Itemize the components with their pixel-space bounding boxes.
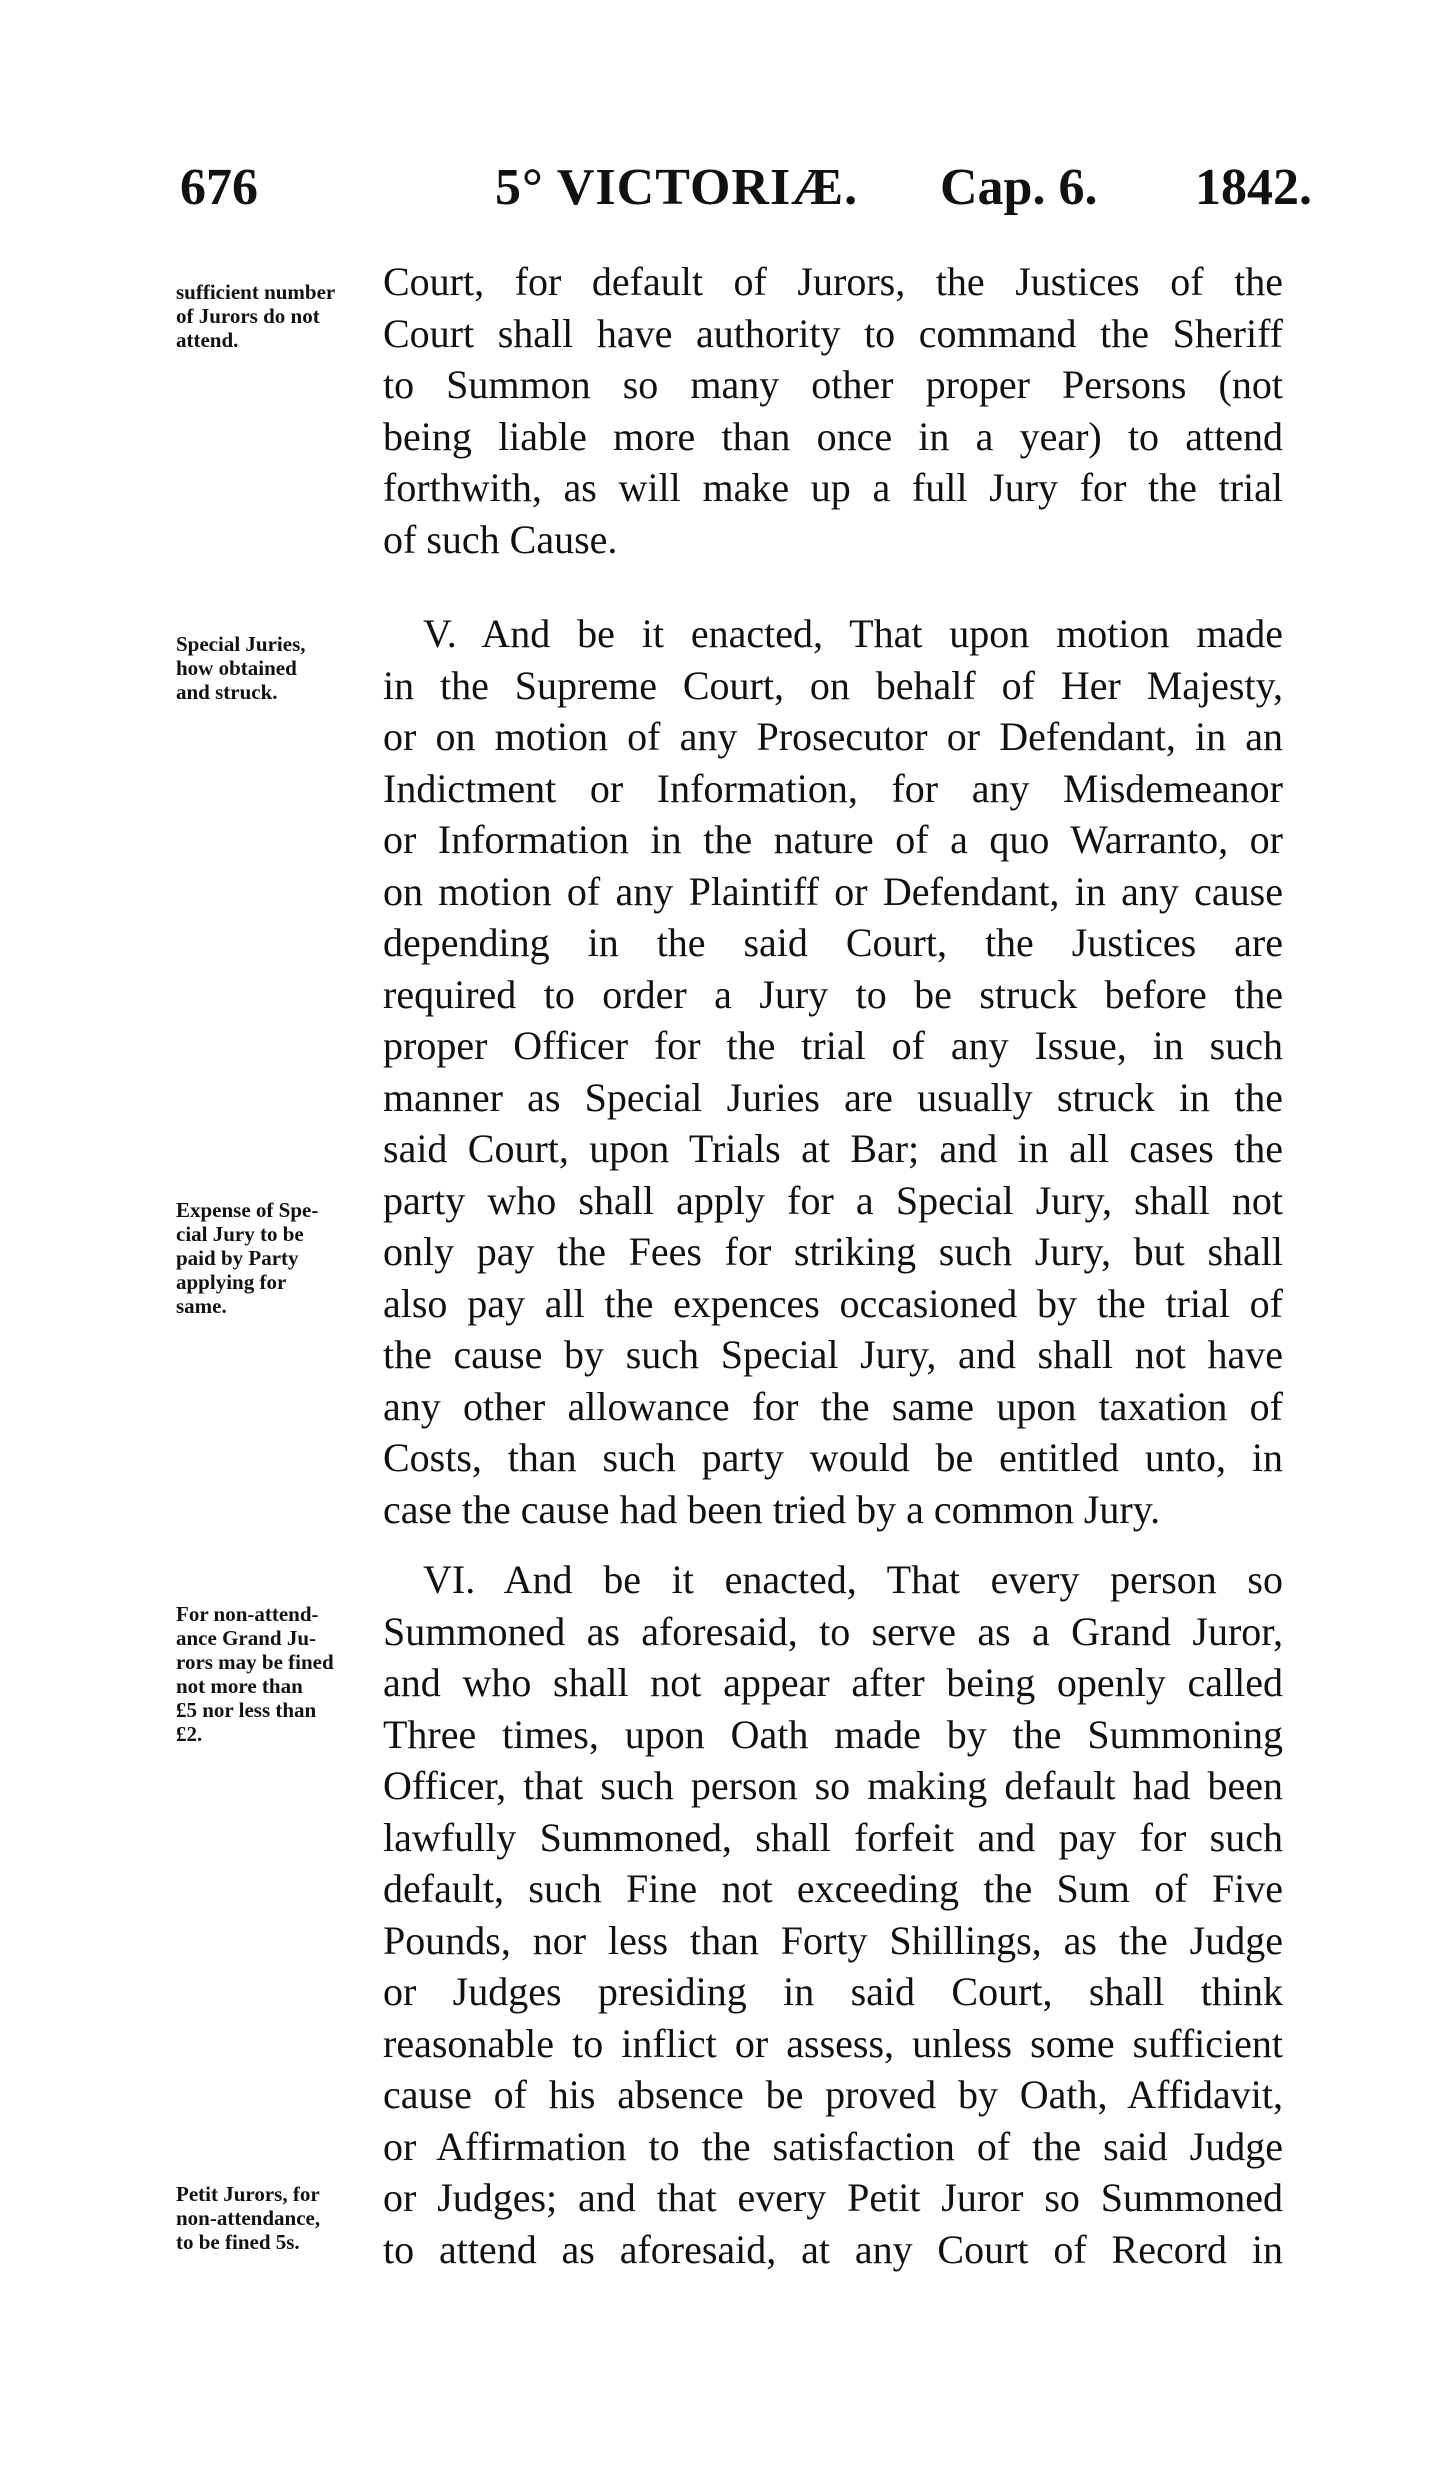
text-line: or Judges presiding in said Court, shall think (383, 1969, 1283, 2014)
text-line: to Summon so many other proper Persons (not (383, 362, 1283, 407)
note-line: sufficient number (176, 280, 336, 304)
text-line: to attend as aforesaid, at any Court of Record in (383, 2226, 1283, 2272)
text-line: being liable more than once in a year) to attend (383, 413, 1283, 459)
text-line: depending in the said Court, the Justices are (383, 920, 1283, 965)
chapter-number: Cap. 6. (940, 159, 1098, 216)
note-line: to be fined 5s. (176, 2230, 300, 2254)
text-line: lawfully Summoned, shall forfeit and pay for such (383, 1814, 1283, 1860)
section-vi (383, 1554, 1283, 2275)
note-line: £5 nor less than (176, 1698, 317, 1722)
text-line: also pay all the expences occasioned by the trial of (383, 1280, 1283, 1326)
margin-note-jurors-absent (176, 280, 376, 352)
margin-note-special-juries (176, 632, 376, 704)
note-line: applying for (176, 1270, 287, 1294)
note-line: For non-attend- (176, 1602, 319, 1626)
text-line: Officer, that such person so making default had been (383, 1763, 1283, 1808)
note-line: Petit Jurors, for (176, 2182, 320, 2206)
text-line: V. And be it enacted, That upon motion made (423, 611, 1283, 656)
text-line: forthwith, as will make up a full Jury for the trial (383, 465, 1283, 510)
note-line: of Jurors do not (176, 304, 320, 328)
note-line: not more than (176, 1674, 303, 1698)
reign-title: 5° VICTORIÆ. (495, 159, 859, 216)
text-line: proper Officer for the trial of any Issue, in such (383, 1023, 1283, 1068)
text-line: VI. And be it enacted, That every person so (423, 1557, 1283, 1602)
section-v (383, 608, 1283, 1535)
text-line: or Affirmation to the satisfaction of the said Judge (383, 2123, 1283, 2169)
text-line: Pounds, nor less than Forty Shillings, as the Judge (383, 1917, 1283, 1963)
text-line: Summoned as aforesaid, to serve as a Grand Juror, (383, 1608, 1283, 1654)
text-line: cause of his absence be proved by Oath, Affidavit, (383, 2072, 1283, 2117)
note-line: same. (176, 1294, 227, 1318)
note-line: non-attendance, (176, 2206, 321, 2230)
note-line: how obtained (176, 656, 297, 680)
note-line: £2. (176, 1722, 203, 1746)
margin-note-petit-juror-fine (176, 2182, 376, 2254)
year: 1842. (1195, 159, 1312, 216)
text-line: or on motion of any Prosecutor or Defendant, in an (383, 714, 1283, 759)
text-line: in the Supreme Court, on behalf of Her Majesty, (383, 662, 1283, 708)
text-line: and who shall not appear after being openly called (383, 1660, 1283, 1705)
note-line: rors may be fined (176, 1650, 334, 1674)
text-line: the cause by such Special Jury, and shall not have (383, 1332, 1283, 1377)
text-line: any other allowance for the same upon taxation of (383, 1383, 1283, 1429)
text-line: party who shall apply for a Special Jury, shall not (383, 1177, 1283, 1223)
paragraph-continuation (383, 256, 1283, 565)
text-line: or Judges; and that every Petit Juror so Summoned (383, 2175, 1283, 2220)
running-header (180, 158, 1312, 238)
text-line: Court shall have authority to command the Sheriff (383, 310, 1283, 356)
note-line: and struck. (176, 680, 278, 704)
text-line: said Court, upon Trials at Bar; and in all cases the (383, 1126, 1283, 1171)
text-line: Three times, upon Oath made by the Summoning (383, 1711, 1283, 1757)
text-line: or Information in the nature of a quo Warranto, or (383, 817, 1283, 862)
text-line: only pay the Fees for striking such Jury, but shall (383, 1229, 1283, 1274)
note-line: ance Grand Ju- (176, 1626, 317, 1650)
text-line: of such Cause. (383, 516, 618, 562)
margin-note-grand-juror-fine (176, 1602, 376, 1746)
text-line: required to order a Jury to be struck before the (383, 971, 1283, 1017)
note-line: cial Jury to be (176, 1222, 304, 1246)
text-line: on motion of any Plaintiff or Defendant, in any cause (383, 868, 1283, 914)
note-line: Expense of Spe- (176, 1198, 319, 1222)
note-line: attend. (176, 328, 239, 352)
page-number: 676 (180, 159, 258, 216)
text-line: reasonable to inflict or assess, unless some sufficient (383, 2020, 1283, 2066)
note-line: Special Juries, (176, 632, 306, 656)
text-line: Court, for default of Jurors, the Justices of the (383, 259, 1283, 304)
margin-note-special-jury-expense (176, 1198, 376, 1318)
text-line: manner as Special Juries are usually struck in the (383, 1074, 1283, 1120)
note-line: paid by Party (176, 1246, 299, 1270)
text-line: case the cause had been tried by a common Jury. (383, 1486, 1161, 1532)
text-line: Indictment or Information, for any Misdemeanor (383, 765, 1283, 811)
text-line: default, such Fine not exceeding the Sum of Five (383, 1866, 1283, 1911)
text-line: Costs, than such party would be entitled unto, in (383, 1435, 1283, 1480)
